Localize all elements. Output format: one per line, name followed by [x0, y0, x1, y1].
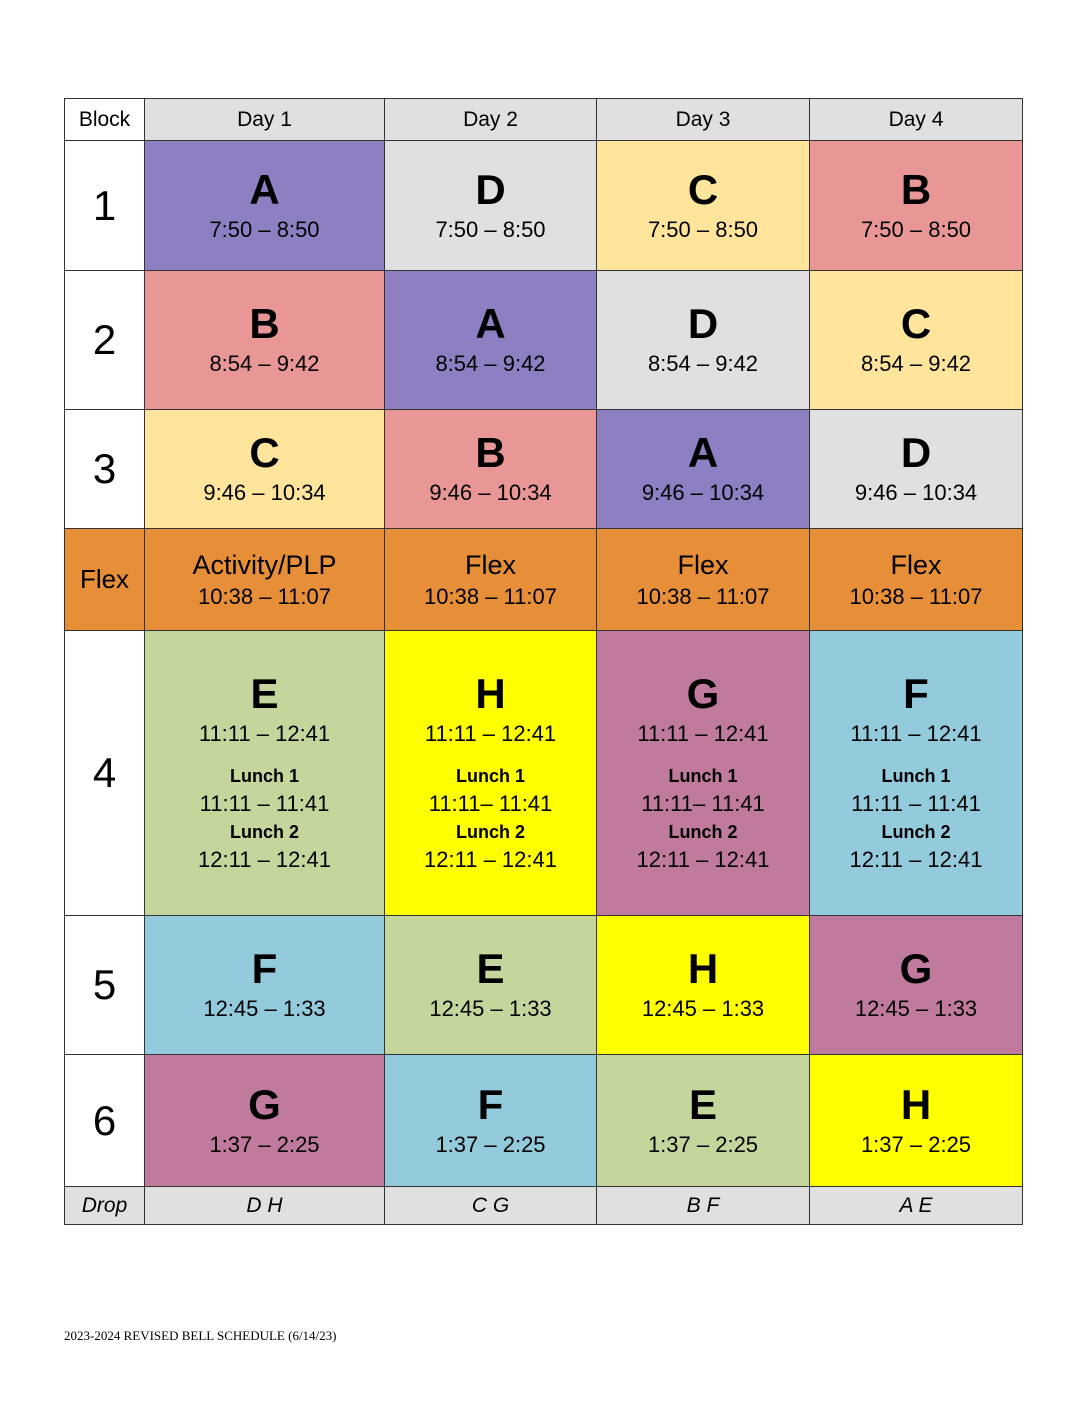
drop-value: B F	[597, 1187, 810, 1225]
class-letter: B	[249, 300, 280, 347]
class-time: 11:11 – 12:41	[198, 721, 331, 746]
schedule-footnote: 2023-2024 REVISED BELL SCHEDULE (6/14/23)	[64, 1328, 337, 1343]
lunch-2-label: Lunch 2	[881, 822, 951, 842]
lunch-2-label: Lunch 2	[668, 822, 738, 842]
class-letter: F	[903, 670, 929, 717]
block-number: 6	[65, 1055, 145, 1187]
block-1-row	[65, 141, 1023, 271]
class-cell	[145, 631, 385, 916]
class-letter: C	[687, 165, 719, 213]
class-time: 11:11 – 12:41	[424, 721, 557, 746]
class-letter: E	[688, 1080, 717, 1128]
class-cell	[385, 141, 597, 271]
lunch-1-label: Lunch 1	[455, 766, 525, 786]
class-letter: F	[477, 1080, 504, 1128]
block-6-row	[65, 1055, 1023, 1187]
class-time: 8:54 – 9:42	[435, 351, 546, 376]
class-time: 7:50 – 8:50	[860, 216, 972, 242]
class-cell	[385, 1055, 597, 1187]
class-letter: E	[250, 670, 279, 717]
flex-cell	[385, 529, 597, 631]
flex-time: 10:38 – 11:07	[424, 583, 557, 609]
class-cell	[597, 141, 810, 271]
block-2-row	[65, 271, 1023, 410]
class-letter: C	[249, 429, 280, 476]
flex-title: Activity/PLP	[192, 549, 337, 580]
class-cell	[597, 271, 810, 410]
class-cell	[145, 1055, 385, 1187]
class-letter: F	[251, 945, 278, 992]
class-cell	[145, 916, 385, 1055]
class-letter: A	[475, 300, 506, 347]
lunch-2-label: Lunch 2	[229, 822, 299, 842]
lunch-2-time: 12:11 – 12:41	[424, 847, 557, 872]
flex-block-label: Flex	[65, 529, 145, 631]
header-row	[65, 99, 1023, 141]
lunch-2-time: 12:11 – 12:41	[849, 847, 983, 872]
day-1-header: Day 1	[145, 99, 385, 141]
class-time: 7:50 – 8:50	[647, 216, 759, 242]
drop-value: C G	[385, 1187, 597, 1225]
flex-title: Flex	[890, 549, 942, 580]
class-cell	[597, 916, 810, 1055]
flex-cell	[810, 529, 1023, 631]
day-3-header: Day 3	[597, 99, 810, 141]
class-time: 8:54 – 9:42	[209, 351, 320, 376]
flex-title: Flex	[677, 549, 729, 580]
class-cell	[385, 410, 597, 529]
day-2-header: Day 2	[385, 99, 597, 141]
block-number: 2	[65, 271, 145, 410]
class-letter: A	[687, 429, 719, 476]
class-letter: B	[900, 165, 932, 213]
lunch-1-time: 11:11– 11:41	[428, 791, 553, 816]
class-cell	[385, 271, 597, 410]
lunch-2-time: 12:11 – 12:41	[636, 847, 770, 872]
block-3-row	[65, 410, 1023, 529]
lunch-2-label: Lunch 2	[455, 822, 525, 842]
flex-cell	[145, 529, 385, 631]
class-time: 11:11 – 12:41	[637, 721, 769, 746]
block-number: 4	[65, 631, 145, 916]
class-cell	[145, 410, 385, 529]
bell-schedule-table	[64, 98, 1023, 1225]
class-cell	[810, 410, 1023, 529]
block-number: 1	[65, 141, 145, 271]
class-letter: H	[900, 1080, 932, 1128]
class-cell	[810, 141, 1023, 271]
lunch-1-time: 11:11 – 11:41	[199, 791, 330, 816]
class-letter: D	[475, 165, 506, 213]
flex-time: 10:38 – 11:07	[849, 583, 983, 609]
class-letter: G	[686, 670, 720, 717]
lunch-1-time: 11:11– 11:41	[641, 791, 765, 816]
class-cell	[385, 631, 597, 916]
class-cell	[810, 631, 1023, 916]
class-letter: B	[475, 429, 506, 476]
class-time: 12:45 – 1:33	[203, 996, 326, 1021]
day-4-header: Day 4	[810, 99, 1023, 141]
class-letter: D	[900, 429, 932, 476]
lunch-1-label: Lunch 1	[668, 766, 738, 786]
class-letter: D	[687, 300, 719, 347]
class-time: 8:54 – 9:42	[647, 351, 759, 376]
block-number: 5	[65, 916, 145, 1055]
class-cell	[810, 1055, 1023, 1187]
block-4-row	[65, 631, 1023, 916]
class-time: 12:45 – 1:33	[641, 996, 765, 1021]
class-cell	[597, 410, 810, 529]
class-time: 12:45 – 1:33	[854, 996, 978, 1021]
class-time: 9:46 – 10:34	[641, 480, 765, 505]
flex-time: 10:38 – 11:07	[198, 583, 331, 609]
class-letter: G	[248, 1080, 281, 1128]
class-time: 1:37 – 2:25	[435, 1131, 546, 1157]
lunch-1-label: Lunch 1	[881, 766, 951, 786]
class-time: 1:37 – 2:25	[209, 1131, 320, 1157]
class-letter: G	[899, 945, 933, 992]
lunch-1-time: 11:11 – 11:41	[851, 791, 981, 816]
class-time: 9:46 – 10:34	[854, 480, 978, 505]
class-time: 1:37 – 2:25	[860, 1131, 972, 1157]
class-letter: H	[687, 945, 719, 992]
lunch-2-time: 12:11 – 12:41	[198, 847, 331, 872]
flex-row	[65, 529, 1023, 631]
flex-title: Flex	[464, 549, 516, 580]
drop-value: A E	[810, 1187, 1023, 1225]
lunch-1-label: Lunch 1	[229, 766, 299, 786]
class-time: 7:50 – 8:50	[209, 216, 320, 242]
class-cell	[597, 631, 810, 916]
drop-label: Drop	[65, 1187, 145, 1225]
class-time: 1:37 – 2:25	[647, 1131, 759, 1157]
class-time: 9:46 – 10:34	[203, 480, 326, 505]
class-letter: A	[249, 165, 280, 213]
class-cell	[597, 1055, 810, 1187]
flex-cell	[597, 529, 810, 631]
class-time: 8:54 – 9:42	[860, 351, 972, 376]
class-letter: C	[900, 300, 932, 347]
block-number: 3	[65, 410, 145, 529]
class-letter: E	[476, 945, 505, 992]
block-column-header: Block	[65, 99, 145, 141]
block-5-row	[65, 916, 1023, 1055]
flex-time: 10:38 – 11:07	[636, 583, 770, 609]
drop-row	[65, 1187, 1023, 1225]
class-time: 12:45 – 1:33	[429, 996, 552, 1021]
class-cell	[385, 916, 597, 1055]
class-time: 11:11 – 12:41	[850, 721, 982, 746]
class-cell	[810, 271, 1023, 410]
class-time: 9:46 – 10:34	[429, 480, 552, 505]
class-cell	[145, 141, 385, 271]
drop-value: D H	[145, 1187, 385, 1225]
class-letter: H	[475, 670, 506, 717]
class-cell	[810, 916, 1023, 1055]
class-time: 7:50 – 8:50	[435, 216, 546, 242]
class-cell	[145, 271, 385, 410]
